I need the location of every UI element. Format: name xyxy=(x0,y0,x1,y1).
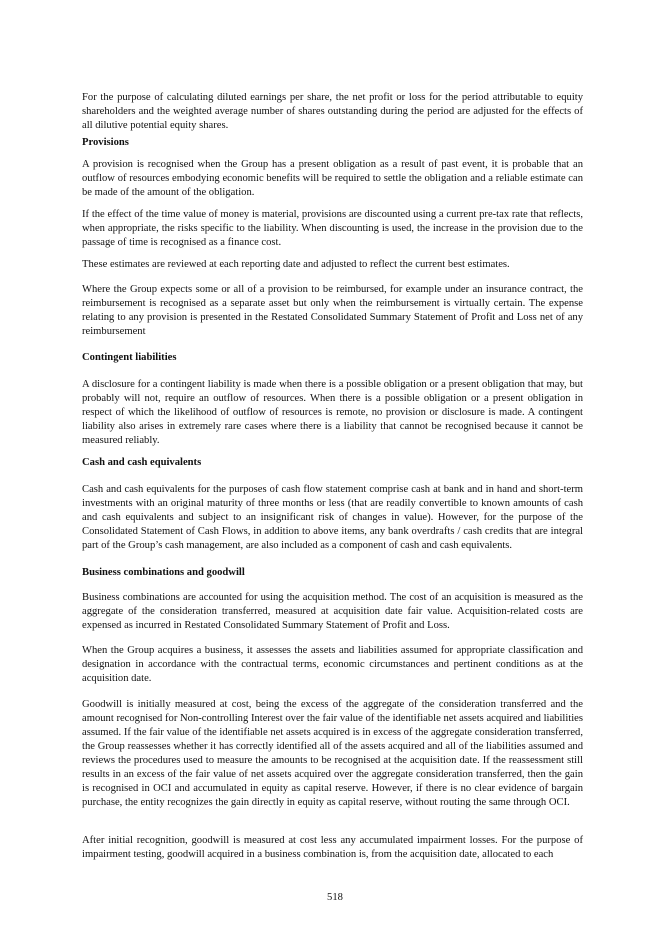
heading-business-combinations: Business combinations and goodwill xyxy=(82,567,245,578)
provision-recognition-paragraph: A provision is recognised when the Group has a present obligation as a result of past event, it is probable that an outflow of resources embodying economic benefits will be required to settle the obligation and a reliable estimate can be made of the amount of the obligation. xyxy=(82,159,583,198)
acquisition-method-paragraph: Business combinations are accounted for using the acquisition method. The cost of an acquisition is measured as the aggregate of the consideration transferred, measured at acquisition date fair value. Acquisition-related costs are expensed as incurred in Restated Consolidated Summary Statement of Profit and Loss. xyxy=(82,592,583,631)
reimbursement-paragraph: Where the Group expects some or all of a provision to be reimbursed, for example under an insurance contract, the reimbursement is recognised as a separate asset but only when the reimbursement is virtually certain. The expense relating to any provision is presented in the Restated Consolidated Summary Statement of Profit and Loss net of any reimbursement xyxy=(82,284,583,337)
contingent-liability-paragraph: A disclosure for a contingent liability is made when there is a possible obligation or a present obligation that may, but probably will not, require an outflow of resources. When there is a possible obligation or a present obligation in respect of which the likelihood of outflow of resources is remote, no provision or disclosure is made. A contingent liability also arises in extremely rare cases where there is a liability that cannot be recognised because it cannot be measured reliably. xyxy=(82,379,583,446)
acquisition-assessment-paragraph: When the Group acquires a business, it assesses the assets and liabilities assumed for appropriate classification and designation in accordance with the contractual terms, economic circumstances and pertinent conditions as at the acquisition date. xyxy=(82,645,583,684)
estimates-review-paragraph: These estimates are reviewed at each reporting date and adjusted to reflect the current best estimates. xyxy=(82,259,510,270)
heading-cash-equivalents: Cash and cash equivalents xyxy=(82,457,202,468)
heading-contingent-liabilities: Contingent liabilities xyxy=(82,352,177,363)
cash-equivalents-paragraph: Cash and cash equivalents for the purposes of cash flow statement comprise cash at bank and in hand and short-term investments with an original maturity of three months or less (that are readily convertible to known amounts of cash and cash equivalents and subject to an insignificant risk of changes in value). However, for the purpose of the Consolidated Statement of Cash Flows, in addition to above items, any bank overdrafts / cash credits that are integral part of the Group’s cash management, are also included as a component of cash and cash equivalents. xyxy=(82,484,583,551)
diluted-eps-paragraph: For the purpose of calculating diluted earnings per share, the net profit or loss for the period attributable to equity shareholders and the weighted average number of shares outstanding during the period are adjusted for the effects of all dilutive potential equity shares. xyxy=(82,92,583,131)
heading-provisions: Provisions xyxy=(82,137,129,148)
goodwill-impairment-paragraph: After initial recognition, goodwill is measured at cost less any accumulated impairment losses. For the purpose of impairment testing, goodwill acquired in a business combination is, from the acquisition date, allocated to each xyxy=(82,835,583,860)
provision-discounting-paragraph: If the effect of the time value of money is material, provisions are discounted using a current pre-tax rate that reflects, when appropriate, the risks specific to the liability. When discounting is used, the increase in the provision due to the passage of time is recognised as a finance cost. xyxy=(82,209,583,248)
goodwill-measurement-paragraph: Goodwill is initially measured at cost, being the excess of the aggregate of the consideration transferred and the amount recognised for Non-controlling Interest over the fair value of the identifiable net assets acquired and liabilities assumed. If the fair value of the identifiable net assets acquired is in excess of the aggregate consideration transferred, the Group reassesses whether it has correctly identified all of the assets acquired and all of the liabilities assumed and reviews the procedures used to measure the amounts to be recognised at the acquisition date. If the reassessment still results in an excess of the fair value of net assets acquired over the aggregate consideration transferred, then the gain is recognised in OCI and accumulated in equity as capital reserve. However, if there is no clear evidence of bargain purchase, the entity recognizes the gain directly in equity as capital reserve, without routing the same through OCI. xyxy=(82,699,583,808)
page-number: 518 xyxy=(327,892,343,903)
